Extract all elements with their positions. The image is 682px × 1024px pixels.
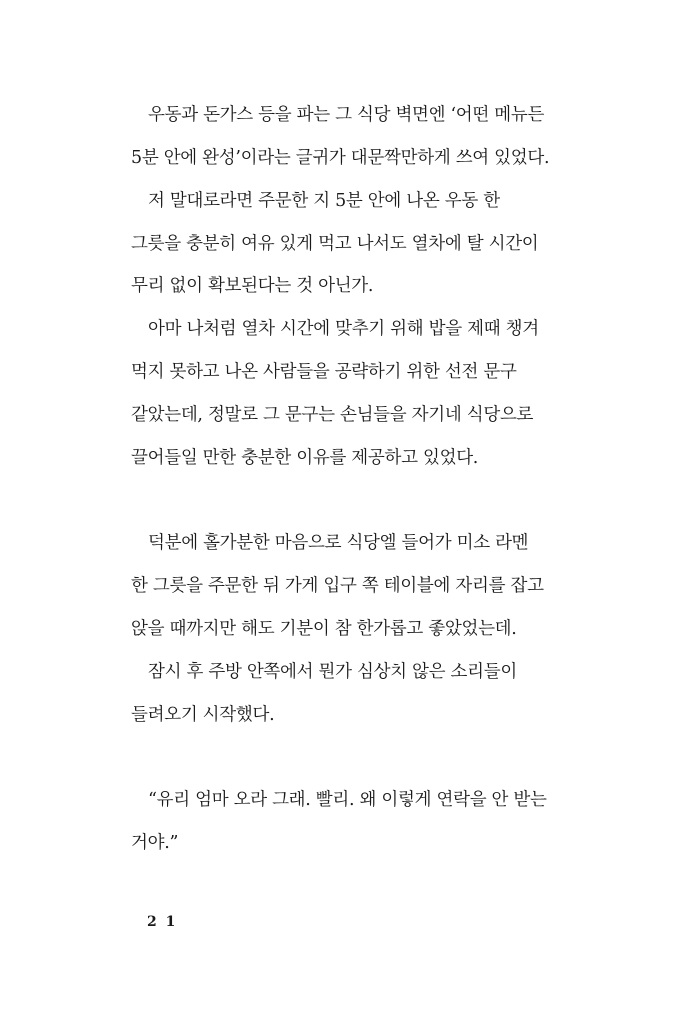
text-line: 아마 나처럼 열차 시간에 맞추기 위해 밥을 제때 챙겨 (148, 319, 539, 339)
text-line: 같았는데, 정말로 그 문구는 손님들을 자기네 식당으로 (131, 405, 534, 425)
text-line: 먹지 못하고 나온 사람들을 공략하기 위한 선전 문구 (131, 362, 517, 382)
text-line: 들려오기 시작했다. (131, 705, 275, 725)
dialogue-line: 거야.” (131, 833, 179, 853)
dialogue-line: “유리 엄마 오라 그래. 빨리. 왜 이렇게 연락을 안 받는 (148, 790, 547, 810)
text-line: 잠시 후 주방 안쪽에서 뭔가 심상치 않은 소리들이 (148, 662, 517, 682)
text-line: 끌어들일 만한 충분한 이유를 제공하고 있었다. (131, 448, 479, 468)
text-line: 덕분에 홀가분한 마음으로 식당엘 들어가 미소 라멘 (148, 533, 529, 553)
text-line: 그릇을 충분히 여유 있게 먹고 나서도 열차에 탈 시간이 (131, 234, 539, 254)
page-number: 2 1 (147, 914, 178, 930)
text-line: 저 말대로라면 주문한 지 5분 안에 나온 우동 한 (148, 191, 500, 211)
text-line: 무리 없이 확보된다는 것 아닌가. (131, 276, 374, 296)
text-line: 우동과 돈가스 등을 파는 그 식당 벽면엔 ‘어떤 메뉴든 (148, 105, 545, 125)
text-line: 한 그릇을 주문한 뒤 가게 입구 쪽 테이블에 자리를 잡고 (131, 576, 544, 596)
text-line: 앉을 때까지만 해도 기분이 참 한가롭고 좋았었는데. (131, 619, 517, 639)
text-line: 5분 안에 완성’이라는 글귀가 대문짝만하게 쓰여 있었다. (131, 148, 550, 168)
